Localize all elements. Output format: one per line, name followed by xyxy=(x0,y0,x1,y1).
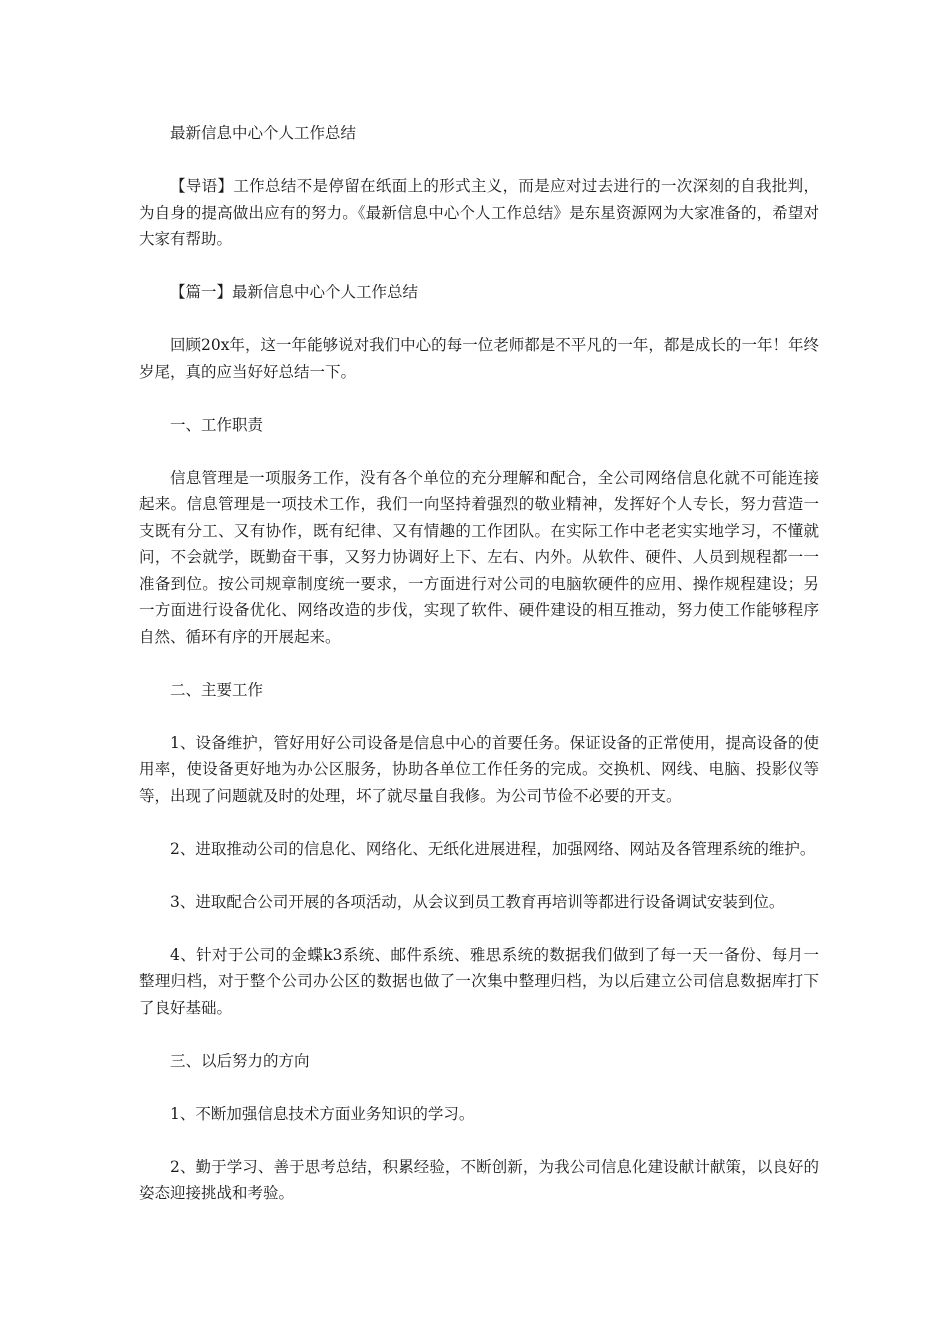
part-title: 【篇一】最新信息中心个人工作总结 xyxy=(170,283,419,301)
work-item-4: 4、针对于公司的金蝶k3系统、邮件系统、雅思系统的数据我们做到了每一天一备份、每月一整理归档，对于整个公司办公区的数据也做了一次集中整理归档，为以后建立公司信息数据库打下了良好基础。 xyxy=(139,945,819,1017)
work-item-3: 3、进取配合公司开展的各项活动，从会议到员工教育再培训等都进行设备调试安装到位。 xyxy=(170,892,785,911)
review-paragraph: 回顾20x年，这一年能够说对我们中心的每一位老师都是不平凡的一年，都是成长的一年！年终岁尾，真的应当好好总结一下。 xyxy=(139,336,819,381)
work-item-2: 2、进取推动公司的信息化、网络化、无纸化进展进程，加强网络、网站及各管理系统的维护。 xyxy=(170,839,816,858)
work-item-1: 1、设备维护，管好用好公司设备是信息中心的首要任务。保证设备的正常使用，提高设备的使用率，使设备更好地为办公区服务，协助各单位工作任务的完成。交换机、网线、电脑、投影仪等等，出现了问题就及时的处理，坏了就尽量自我修。为公司节俭不必要的开支。 xyxy=(139,733,819,805)
responsibilities-paragraph: 信息管理是一项服务工作，没有各个单位的充分理解和配合，全公司网络信息化就不可能连接起来。信息管理是一项技术工作，我们一向坚持着强烈的敬业精神，发挥好个人专长，努力营造一支既有分工、又有协作，既有纪律、又有情趣的工作团队。在实际工作中老老实实地学习，不懂就问，不会就学，既勤奋干事，又努力协调好上下、左右、内外。从软件、硬件、人员到规程都一一准备到位。按公司规章制度统一要求，一方面进行对公司的电脑软硬件的应用、操作规程建设；另一方面进行设备优化、网络改造的步伐，实现了软件、硬件建设的相互推动，努力使工作能够程序自然、循环有序的开展起来。 xyxy=(139,468,819,646)
future-item-2: 2、勤于学习、善于思考总结，积累经验，不断创新，为我公司信息化建设献计献策，以良好的姿态迎接挑战和考验。 xyxy=(139,1157,819,1202)
future-item-1: 1、不断加强信息技术方面业务知识的学习。 xyxy=(170,1104,475,1123)
section-heading-responsibilities: 一、工作职责 xyxy=(170,415,264,434)
intro-paragraph: 【导语】工作总结不是停留在纸面上的形式主义，而是应对过去进行的一次深刻的自我批判，为自身的提高做出应有的努力。《最新信息中心个人工作总结》是东星资源网为大家准备的，希望对大家有帮助。 xyxy=(139,177,819,248)
section-heading-main-work: 二、主要工作 xyxy=(170,680,264,699)
document-page xyxy=(139,120,819,1233)
section-heading-future: 三、以后努力的方向 xyxy=(170,1051,310,1070)
document-title: 最新信息中心个人工作总结 xyxy=(170,124,357,142)
